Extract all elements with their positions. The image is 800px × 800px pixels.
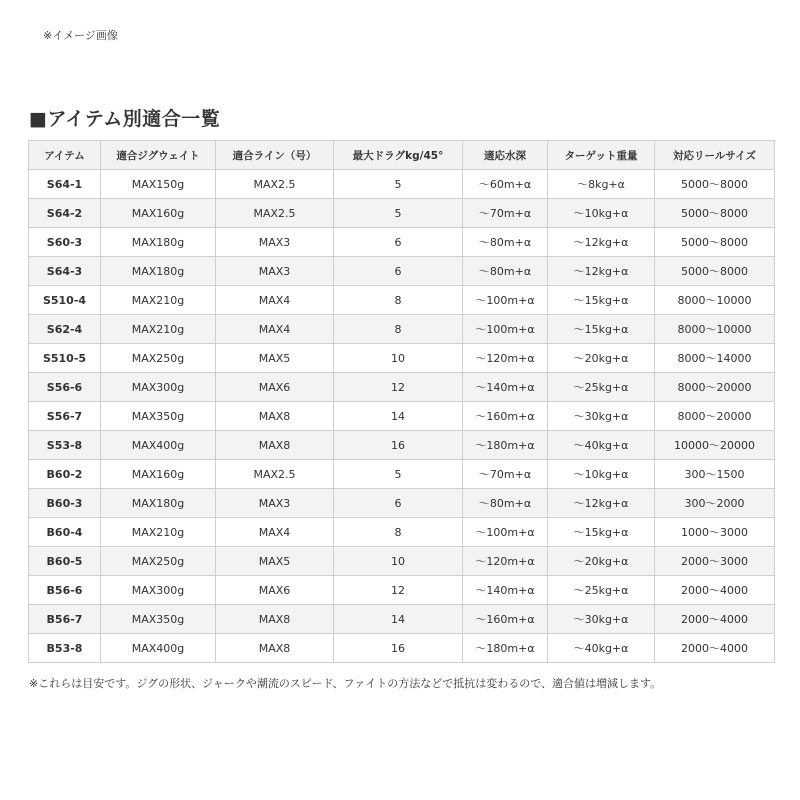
table-row bbox=[29, 547, 775, 576]
cell-jig-weight: MAX350g bbox=[101, 402, 216, 431]
cell-depth: ～100m+α bbox=[463, 315, 548, 344]
cell-target-weight: ～30kg+α bbox=[548, 402, 655, 431]
cell-line: MAX8 bbox=[216, 402, 334, 431]
cell-depth: ～70m+α bbox=[463, 460, 548, 489]
cell-target-weight: ～15kg+α bbox=[548, 518, 655, 547]
cell-max-drag: 16 bbox=[334, 634, 463, 663]
cell-jig-weight: MAX180g bbox=[101, 489, 216, 518]
cell-line: MAX8 bbox=[216, 431, 334, 460]
cell-max-drag: 12 bbox=[334, 373, 463, 402]
cell-reel-size: 2000～4000 bbox=[655, 605, 775, 634]
cell-target-weight: ～15kg+α bbox=[548, 286, 655, 315]
cell-jig-weight: MAX300g bbox=[101, 576, 216, 605]
cell-max-drag: 6 bbox=[334, 228, 463, 257]
cell-reel-size: 8000～20000 bbox=[655, 373, 775, 402]
table-row bbox=[29, 605, 775, 634]
table-row bbox=[29, 402, 775, 431]
cell-item: S56-7 bbox=[29, 402, 101, 431]
cell-item: S64-2 bbox=[29, 199, 101, 228]
cell-target-weight: ～15kg+α bbox=[548, 315, 655, 344]
section-title: ■アイテム別適合一覧 bbox=[29, 108, 221, 130]
table-row bbox=[29, 489, 775, 518]
table-header-row bbox=[29, 141, 775, 170]
cell-item: B60-4 bbox=[29, 518, 101, 547]
column-header-depth: 適応水深 bbox=[463, 141, 548, 170]
cell-item: S62-4 bbox=[29, 315, 101, 344]
table-row bbox=[29, 170, 775, 199]
cell-item: B60-2 bbox=[29, 460, 101, 489]
cell-item: S53-8 bbox=[29, 431, 101, 460]
cell-jig-weight: MAX210g bbox=[101, 286, 216, 315]
cell-max-drag: 14 bbox=[334, 402, 463, 431]
table-row bbox=[29, 286, 775, 315]
cell-line: MAX4 bbox=[216, 518, 334, 547]
table-row bbox=[29, 199, 775, 228]
cell-reel-size: 8000～20000 bbox=[655, 402, 775, 431]
cell-target-weight: ～20kg+α bbox=[548, 547, 655, 576]
cell-item: B56-7 bbox=[29, 605, 101, 634]
cell-line: MAX4 bbox=[216, 286, 334, 315]
cell-jig-weight: MAX180g bbox=[101, 228, 216, 257]
cell-jig-weight: MAX300g bbox=[101, 373, 216, 402]
cell-max-drag: 8 bbox=[334, 286, 463, 315]
cell-max-drag: 6 bbox=[334, 489, 463, 518]
cell-line: MAX3 bbox=[216, 228, 334, 257]
cell-depth: ～160m+α bbox=[463, 605, 548, 634]
cell-line: MAX6 bbox=[216, 373, 334, 402]
cell-item: S510-5 bbox=[29, 344, 101, 373]
cell-depth: ～80m+α bbox=[463, 489, 548, 518]
cell-line: MAX3 bbox=[216, 257, 334, 286]
cell-target-weight: ～10kg+α bbox=[548, 199, 655, 228]
cell-reel-size: 8000～10000 bbox=[655, 286, 775, 315]
cell-line: MAX5 bbox=[216, 344, 334, 373]
cell-reel-size: 5000～8000 bbox=[655, 228, 775, 257]
cell-item: B53-8 bbox=[29, 634, 101, 663]
column-header-reel-size: 対応リールサイズ bbox=[655, 141, 775, 170]
table-row bbox=[29, 576, 775, 605]
cell-jig-weight: MAX210g bbox=[101, 518, 216, 547]
cell-reel-size: 2000～3000 bbox=[655, 547, 775, 576]
cell-max-drag: 5 bbox=[334, 460, 463, 489]
cell-item: B56-6 bbox=[29, 576, 101, 605]
table-row bbox=[29, 257, 775, 286]
cell-target-weight: ～40kg+α bbox=[548, 431, 655, 460]
table-row bbox=[29, 634, 775, 663]
cell-depth: ～60m+α bbox=[463, 170, 548, 199]
table-body bbox=[29, 170, 775, 663]
cell-max-drag: 12 bbox=[334, 576, 463, 605]
cell-reel-size: 300～1500 bbox=[655, 460, 775, 489]
cell-jig-weight: MAX150g bbox=[101, 170, 216, 199]
cell-target-weight: ～12kg+α bbox=[548, 257, 655, 286]
cell-jig-weight: MAX180g bbox=[101, 257, 216, 286]
cell-depth: ～70m+α bbox=[463, 199, 548, 228]
cell-jig-weight: MAX250g bbox=[101, 547, 216, 576]
table-row bbox=[29, 431, 775, 460]
cell-reel-size: 1000～3000 bbox=[655, 518, 775, 547]
cell-max-drag: 14 bbox=[334, 605, 463, 634]
cell-max-drag: 5 bbox=[334, 170, 463, 199]
table-row bbox=[29, 344, 775, 373]
cell-jig-weight: MAX210g bbox=[101, 315, 216, 344]
cell-target-weight: ～8kg+α bbox=[548, 170, 655, 199]
table-row bbox=[29, 460, 775, 489]
cell-line: MAX8 bbox=[216, 634, 334, 663]
cell-line: MAX6 bbox=[216, 576, 334, 605]
cell-line: MAX5 bbox=[216, 547, 334, 576]
cell-line: MAX3 bbox=[216, 489, 334, 518]
cell-target-weight: ～20kg+α bbox=[548, 344, 655, 373]
cell-depth: ～80m+α bbox=[463, 228, 548, 257]
cell-target-weight: ～12kg+α bbox=[548, 489, 655, 518]
cell-reel-size: 300～2000 bbox=[655, 489, 775, 518]
cell-max-drag: 16 bbox=[334, 431, 463, 460]
cell-max-drag: 10 bbox=[334, 547, 463, 576]
cell-item: B60-5 bbox=[29, 547, 101, 576]
cell-depth: ～160m+α bbox=[463, 402, 548, 431]
cell-jig-weight: MAX160g bbox=[101, 199, 216, 228]
table-row bbox=[29, 373, 775, 402]
cell-reel-size: 5000～8000 bbox=[655, 257, 775, 286]
cell-line: MAX2.5 bbox=[216, 460, 334, 489]
cell-line: MAX8 bbox=[216, 605, 334, 634]
spec-table bbox=[28, 140, 775, 663]
cell-reel-size: 8000～10000 bbox=[655, 315, 775, 344]
cell-item: S56-6 bbox=[29, 373, 101, 402]
cell-reel-size: 10000～20000 bbox=[655, 431, 775, 460]
cell-jig-weight: MAX400g bbox=[101, 431, 216, 460]
column-header-jig-weight: 適合ジグウェイト bbox=[101, 141, 216, 170]
cell-jig-weight: MAX400g bbox=[101, 634, 216, 663]
table-row bbox=[29, 518, 775, 547]
cell-target-weight: ～30kg+α bbox=[548, 605, 655, 634]
cell-depth: ～140m+α bbox=[463, 576, 548, 605]
cell-jig-weight: MAX350g bbox=[101, 605, 216, 634]
table-row bbox=[29, 228, 775, 257]
cell-depth: ～180m+α bbox=[463, 634, 548, 663]
cell-item: S64-1 bbox=[29, 170, 101, 199]
cell-item: B60-3 bbox=[29, 489, 101, 518]
cell-target-weight: ～40kg+α bbox=[548, 634, 655, 663]
cell-item: S64-3 bbox=[29, 257, 101, 286]
table-row bbox=[29, 315, 775, 344]
cell-item: S60-3 bbox=[29, 228, 101, 257]
cell-jig-weight: MAX160g bbox=[101, 460, 216, 489]
cell-line: MAX2.5 bbox=[216, 170, 334, 199]
cell-depth: ～180m+α bbox=[463, 431, 548, 460]
cell-line: MAX4 bbox=[216, 315, 334, 344]
cell-reel-size: 5000～8000 bbox=[655, 170, 775, 199]
cell-depth: ～120m+α bbox=[463, 344, 548, 373]
cell-target-weight: ～12kg+α bbox=[548, 228, 655, 257]
cell-reel-size: 2000～4000 bbox=[655, 576, 775, 605]
column-header-target-weight: ターゲット重量 bbox=[548, 141, 655, 170]
cell-reel-size: 2000～4000 bbox=[655, 634, 775, 663]
cell-jig-weight: MAX250g bbox=[101, 344, 216, 373]
cell-depth: ～80m+α bbox=[463, 257, 548, 286]
column-header-line: 適合ライン（号） bbox=[216, 141, 334, 170]
cell-target-weight: ～10kg+α bbox=[548, 460, 655, 489]
column-header-item: アイテム bbox=[29, 141, 101, 170]
column-header-max-drag: 最大ドラグkg/45° bbox=[334, 141, 463, 170]
cell-line: MAX2.5 bbox=[216, 199, 334, 228]
image-note: ※イメージ画像 bbox=[43, 29, 118, 42]
cell-max-drag: 8 bbox=[334, 518, 463, 547]
cell-max-drag: 6 bbox=[334, 257, 463, 286]
cell-depth: ～120m+α bbox=[463, 547, 548, 576]
cell-target-weight: ～25kg+α bbox=[548, 576, 655, 605]
cell-depth: ～100m+α bbox=[463, 286, 548, 315]
footnote: ※これらは目安です。ジグの形状、ジャークや潮流のスピード、ファイトの方法などで抵抗は変わるので、適合値は増減します。 bbox=[29, 677, 662, 690]
cell-target-weight: ～25kg+α bbox=[548, 373, 655, 402]
cell-max-drag: 5 bbox=[334, 199, 463, 228]
cell-depth: ～140m+α bbox=[463, 373, 548, 402]
cell-max-drag: 10 bbox=[334, 344, 463, 373]
cell-reel-size: 8000～14000 bbox=[655, 344, 775, 373]
cell-max-drag: 8 bbox=[334, 315, 463, 344]
cell-reel-size: 5000～8000 bbox=[655, 199, 775, 228]
cell-item: S510-4 bbox=[29, 286, 101, 315]
cell-depth: ～100m+α bbox=[463, 518, 548, 547]
